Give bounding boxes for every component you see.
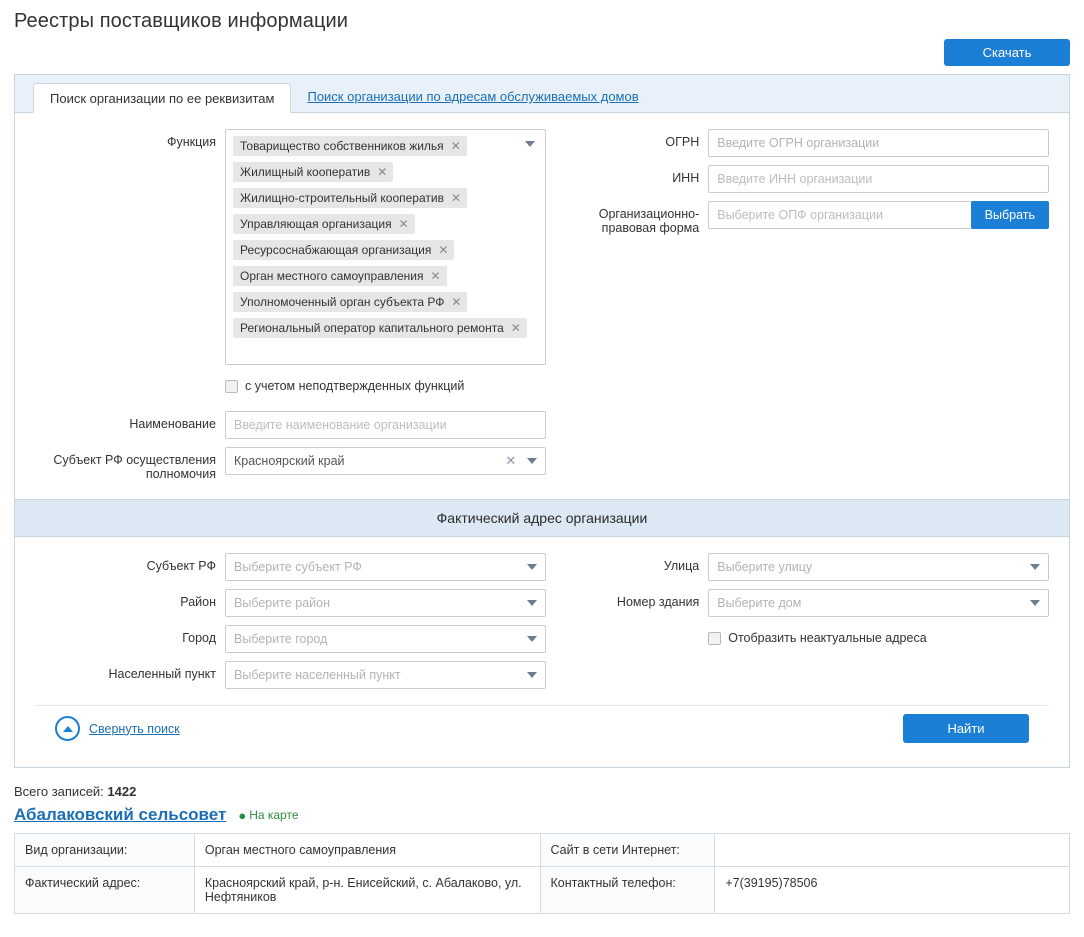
- opf-label: Организационно-правовая форма: [598, 207, 700, 235]
- show-inactive-row: [560, 625, 1049, 655]
- collapse-search-button[interactable]: [55, 716, 180, 741]
- address-district-label: Район: [180, 595, 216, 609]
- collapse-search-label: Свернуть поиск: [89, 721, 180, 736]
- address-section-title: Фактический адрес организации: [15, 499, 1069, 537]
- inn-label: ИНН: [672, 171, 700, 185]
- remove-icon[interactable]: ✕: [438, 243, 449, 257]
- cell-label-website: Сайт в сети Интернет:: [540, 834, 715, 867]
- address-city-field: [225, 625, 546, 653]
- function-label: Функция: [166, 135, 216, 149]
- tab-search-by-requisites[interactable]: Поиск организации по ее реквизитам: [33, 83, 291, 113]
- address-district-field: [225, 589, 546, 617]
- subject-authority-select[interactable]: [225, 447, 546, 475]
- form-columns: [35, 129, 1049, 489]
- function-token[interactable]: Товарищество собственников жилья ✕: [233, 136, 467, 156]
- cell-label-org-type: Вид организации:: [15, 834, 195, 867]
- remove-icon[interactable]: ✕: [377, 165, 388, 179]
- map-link[interactable]: [238, 808, 298, 823]
- total-records: [14, 784, 1070, 799]
- address-district-select[interactable]: [225, 589, 546, 617]
- remove-icon[interactable]: ✕: [398, 217, 409, 231]
- opf-row: [560, 201, 1049, 235]
- remove-icon[interactable]: ✕: [451, 295, 462, 309]
- name-label: Наименование: [129, 417, 216, 431]
- remove-icon[interactable]: ✕: [430, 269, 441, 283]
- address-city-select[interactable]: [225, 625, 546, 653]
- show-inactive-label: Отобразить неактуальные адреса: [728, 631, 927, 645]
- chevron-down-icon[interactable]: [527, 600, 537, 606]
- search-footer: [35, 705, 1049, 757]
- function-token[interactable]: Региональный оператор капитального ремонта ✕: [233, 318, 527, 338]
- cell-label-phone: Контактный телефон:: [540, 867, 715, 914]
- address-street-select[interactable]: [708, 553, 1049, 581]
- table-row: [15, 834, 1070, 867]
- organization-name-link[interactable]: Абалаковский сельсовет: [14, 805, 227, 824]
- cell-value-phone: +7(39195)78506: [715, 867, 1070, 914]
- clear-icon[interactable]: ✕: [505, 453, 517, 468]
- map-pin-icon: ●: [238, 807, 247, 823]
- function-token[interactable]: Ресурсоснабжающая организация ✕: [233, 240, 454, 260]
- address-district-row: [35, 589, 546, 617]
- ogrn-input[interactable]: [708, 129, 1049, 157]
- inn-row: [560, 165, 1049, 193]
- remove-icon[interactable]: ✕: [450, 139, 461, 153]
- subject-authority-label: Субъект РФ осуществления полномочия: [53, 453, 216, 481]
- function-token[interactable]: Уполномоченный орган субъекта РФ ✕: [233, 292, 467, 312]
- address-city-label: Город: [182, 631, 216, 645]
- address-locality-select[interactable]: [225, 661, 546, 689]
- address-street-value: Выберите улицу: [717, 560, 813, 574]
- total-records-value: 1422: [107, 784, 137, 799]
- address-right-column: [560, 553, 1049, 697]
- name-input[interactable]: [225, 411, 546, 439]
- search-form: [15, 113, 1069, 499]
- unconfirmed-checkbox-label: с учетом неподтвержденных функций: [245, 379, 465, 393]
- address-subject-select[interactable]: [225, 553, 546, 581]
- opf-select-button[interactable]: Выбрать: [971, 201, 1049, 229]
- address-house-label: Номер здания: [616, 595, 700, 609]
- address-subject-field: [225, 553, 546, 581]
- address-district-value: Выберите район: [234, 596, 330, 610]
- inn-input[interactable]: [708, 165, 1049, 193]
- organization-details-table: [14, 833, 1070, 914]
- form-right-column: [560, 129, 1049, 489]
- opf-field: [708, 201, 1049, 229]
- unconfirmed-checkbox[interactable]: [225, 379, 546, 393]
- show-inactive-field: [708, 625, 1049, 655]
- address-house-row: [560, 589, 1049, 617]
- download-row: [14, 39, 1070, 74]
- chevron-down-icon[interactable]: [525, 141, 535, 147]
- unconfirmed-row: [35, 373, 546, 403]
- function-token[interactable]: Жилищный кооператив ✕: [233, 162, 393, 182]
- remove-icon[interactable]: ✕: [450, 191, 462, 205]
- name-field: [225, 411, 546, 439]
- address-locality-value: Выберите населенный пункт: [234, 668, 401, 682]
- ogrn-label: ОГРН: [665, 135, 700, 149]
- address-street-label: Улица: [663, 559, 700, 573]
- unconfirmed-field: [225, 373, 546, 403]
- address-city-value: Выберите город: [234, 632, 328, 646]
- chevron-up-icon[interactable]: [55, 716, 80, 741]
- show-inactive-spacer: [560, 625, 708, 631]
- chevron-down-icon[interactable]: [1030, 600, 1040, 606]
- chevron-down-icon[interactable]: [527, 672, 537, 678]
- chevron-down-icon[interactable]: [527, 564, 537, 570]
- remove-icon[interactable]: ✕: [510, 321, 521, 335]
- function-token[interactable]: Орган местного самоуправления ✕: [233, 266, 447, 286]
- opf-input[interactable]: [708, 201, 971, 229]
- address-locality-field: [225, 661, 546, 689]
- cell-value-actual-address: Красноярский край, р-н. Енисейский, с. Абалаково, ул. Нефтяников: [194, 867, 540, 914]
- table-row: [15, 867, 1070, 914]
- function-field: [225, 129, 546, 365]
- inn-field: [708, 165, 1049, 193]
- show-inactive-checkbox[interactable]: [708, 631, 1049, 645]
- ogrn-row: [560, 129, 1049, 157]
- cell-label-actual-address: Фактический адрес:: [15, 867, 195, 914]
- checkbox-icon[interactable]: [708, 632, 721, 645]
- checkbox-icon[interactable]: [225, 380, 238, 393]
- tab-bar: [15, 75, 1069, 113]
- chevron-down-icon[interactable]: [1030, 564, 1040, 570]
- address-house-field: [708, 589, 1049, 617]
- address-left-column: [35, 553, 546, 697]
- organization-header: [14, 805, 1070, 825]
- function-token[interactable]: Управляющая организация ✕: [233, 214, 415, 234]
- find-button[interactable]: Найти: [903, 714, 1029, 743]
- address-subject-label: Субъект РФ: [146, 559, 216, 573]
- cell-value-website: [715, 834, 1070, 867]
- ogrn-field: [708, 129, 1049, 157]
- tab-search-by-address[interactable]: Поиск организации по адресам обслуживаемых домов: [307, 89, 639, 104]
- address-form: [15, 537, 1069, 767]
- download-button[interactable]: Скачать: [944, 39, 1070, 66]
- address-subject-row: [35, 553, 546, 581]
- address-columns: [35, 553, 1049, 697]
- address-city-row: [35, 625, 546, 653]
- chevron-down-icon[interactable]: [527, 636, 537, 642]
- map-link-label: На карте: [249, 808, 299, 822]
- address-street-field: [708, 553, 1049, 581]
- name-row: [35, 411, 546, 439]
- chevron-down-icon[interactable]: [527, 458, 537, 464]
- address-house-select[interactable]: [708, 589, 1049, 617]
- function-token[interactable]: Жилищно-строительный кооператив ✕: [233, 188, 467, 208]
- unconfirmed-spacer: [35, 373, 225, 379]
- address-locality-label: Населенный пункт: [108, 667, 216, 681]
- address-locality-row: [35, 661, 546, 689]
- function-multiselect[interactable]: [225, 129, 546, 365]
- page-title: Реестры поставщиков информации: [14, 10, 349, 32]
- address-house-value: Выберите дом: [717, 596, 802, 610]
- form-left-column: [35, 129, 546, 489]
- address-street-row: [560, 553, 1049, 581]
- address-subject-value: Выберите субъект РФ: [234, 560, 362, 574]
- total-records-label: Всего записей:: [14, 784, 104, 799]
- function-row: [35, 129, 546, 365]
- subject-authority-value: Красноярский край: [234, 454, 345, 468]
- search-panel: [14, 74, 1070, 768]
- cell-value-org-type: Орган местного самоуправления: [194, 834, 540, 867]
- subject-authority-row: [35, 447, 546, 481]
- subject-authority-field: [225, 447, 546, 475]
